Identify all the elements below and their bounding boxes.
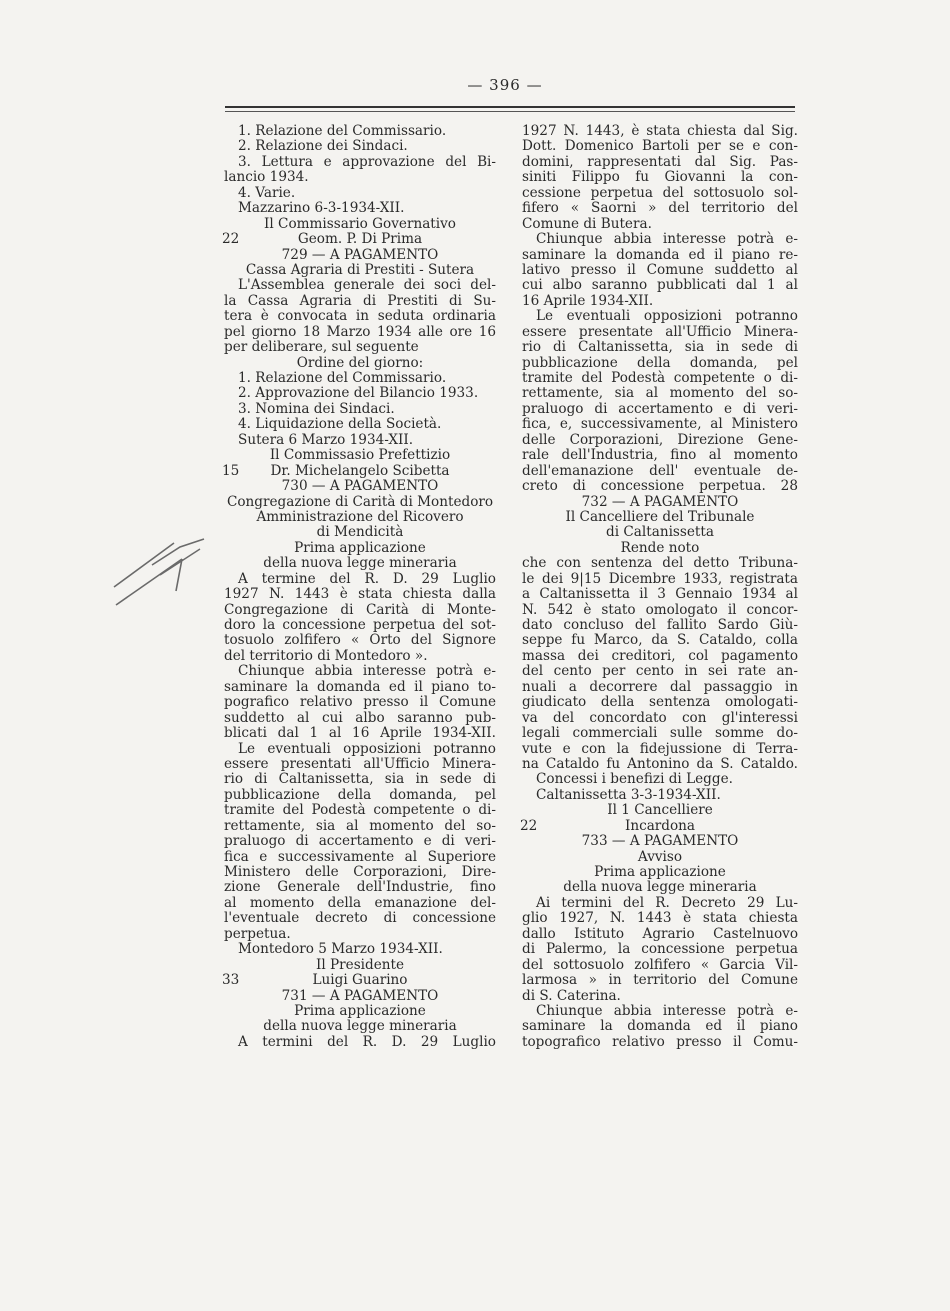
left-column-line: 4. Varie. [238, 184, 296, 201]
left-column-line: di Mendicità [316, 524, 404, 541]
left-column-line: suddetto al cui albo saranno pub- [224, 709, 496, 726]
left-column-line: 729 — A PAGAMENTO [281, 246, 439, 263]
right-column-line: 733 — A PAGAMENTO [581, 833, 739, 850]
left-column-line: lancio 1934. [224, 169, 309, 186]
right-column-line: 16 Aprile 1934-XII. [522, 292, 654, 309]
right-column-line: 1927 N. 1443, è stata chiesta dal Sig. [522, 123, 798, 139]
right-column-line: Dott. Domenico Bartoli per se e con- [522, 138, 798, 155]
left-column-line: 1927 N. 1443 è stata chiesta dalla [224, 586, 496, 603]
right-column-line: rale dell'Industria, fino al momento [522, 447, 798, 464]
right-column-line: delle Corporazioni, Direzione Gene- [522, 431, 798, 448]
left-column-line: 3. Nomina dei Sindaci. [238, 400, 395, 417]
left-column-line: l'eventuale decreto di concessione [224, 910, 496, 927]
right-column-line: glio 1927, N. 1443 è stata chiesta [522, 910, 798, 927]
left-column-line: 4. Liquidazione della Società. [238, 416, 442, 433]
right-column-line: massa dei creditori, col pagamento [522, 647, 798, 664]
right-column-line: che con sentenza del detto Tribuna- [522, 555, 798, 572]
right-column-line: tramite del Podestà competente o di- [522, 370, 798, 386]
right-column-line: N. 542 è stato omologato il concor- [522, 601, 798, 618]
left-column-line: rettamente, sia al momento del so- [224, 817, 496, 834]
right-column-line: vute e con la fidejussione di Terra- [522, 740, 798, 757]
right-column-line: fica, e, successivamente, al Ministero [522, 416, 798, 433]
left-column-line: A termine del R. D. 29 Luglio [238, 570, 496, 587]
notice-fee-number: 15 [222, 462, 240, 479]
left-column-line: Prima applicazione [294, 539, 426, 556]
left-column-line [224, 973, 496, 988]
right-column-line: Chiunque abbia interesse potrà e- [536, 1002, 798, 1019]
left-column-line: Prima applicazione [294, 1002, 426, 1019]
left-column-line: Il Commissasio Prefettizio [269, 447, 451, 464]
left-column-line: della nuova legge mineraria [263, 555, 457, 572]
right-column-line: Caltanissetta 3-3-1934-XII. [536, 786, 721, 803]
signature-name: Geom. P. Di Prima [297, 231, 423, 248]
left-column-line: pografico relativo presso il Comune [224, 694, 496, 711]
right-column-line: 732 — A PAGAMENTO [581, 493, 739, 510]
right-column-line: lativo presso il Comune suddetto al [522, 261, 798, 278]
left-column-line: 2. Relazione dei Sindaci. [238, 138, 408, 155]
right-column-line: Avviso [637, 848, 683, 865]
right-column-line: creto di concessione perpetua. 28 [522, 478, 798, 495]
right-column-line: Rende noto [620, 539, 700, 556]
left-column-line: pel giorno 18 Marzo 1934 alle ore 16 [224, 323, 496, 340]
left-column [224, 124, 496, 1050]
signature-name: Incardona [624, 817, 696, 834]
right-column-line: larmosa » in territorio del Comune [522, 972, 798, 989]
right-column-line: Le eventuali opposizioni potranno [536, 308, 798, 325]
page-number: — 396 — [467, 76, 543, 94]
right-column-line: cui albo saranno pubblicati dal 1 al [522, 277, 798, 294]
left-column-line: essere presentati all'Ufficio Minera- [224, 755, 496, 772]
left-column-line: A termini del R. D. 29 Luglio [238, 1033, 496, 1050]
left-column-line: zione Generale dell'Industrie, fino [224, 879, 496, 896]
right-column-line: saminare la domanda ed il piano re- [522, 246, 798, 263]
right-column-line: di Caltanissetta [606, 524, 714, 541]
left-column-line [224, 464, 496, 479]
left-column-line: della nuova legge mineraria [263, 1018, 457, 1035]
right-column [522, 124, 798, 1050]
right-column-line: topografico relativo presso il Comu- [522, 1033, 798, 1050]
left-column-line: 1. Relazione del Commissario. [238, 370, 447, 386]
left-column-line: Il Presidente [315, 956, 405, 973]
left-column-line: tera è convocata in seduta ordinaria [224, 308, 496, 325]
left-column-line: Ministero delle Corporazioni, Dire- [224, 864, 496, 880]
right-column-line: va del concordato con gl'interessi [522, 709, 798, 726]
handwritten-mark-icon [112, 535, 212, 615]
left-column-line: fica e successivamente al Superiore [224, 848, 496, 865]
left-column-line: blicati dal 1 al 16 Aprile 1934-XII. [224, 725, 496, 742]
left-column-line: Mazzarino 6-3-1934-XII. [238, 200, 405, 217]
right-column-line: del cento per cento in sei rate an- [522, 663, 798, 680]
right-column-line: pubblicazione della domanda, pel [522, 354, 798, 371]
left-column-line: 731 — A PAGAMENTO [281, 987, 439, 1004]
right-column-line: essere presentate all'Ufficio Minera- [522, 323, 798, 340]
left-column-line: Cassa Agraria di Prestiti - Sutera [245, 261, 475, 278]
right-column-line: le dei 9|15 Dicembre 1933, registrata [522, 570, 798, 587]
left-column-line: 2. Approvazione del Bilancio 1933. [238, 385, 479, 402]
left-column-line: perpetua. [224, 925, 291, 942]
right-column-line: domini, rappresentati dal Sig. Pas- [522, 153, 798, 170]
left-column-line: la Cassa Agraria di Prestiti di Su- [224, 292, 496, 309]
left-column-line: doro la concessione perpetua del sot- [224, 617, 496, 633]
right-column-line: Comune di Butera. [522, 215, 652, 232]
left-column-line: pubblicazione della domanda, pel [224, 786, 496, 803]
left-column-line: Congregazione di Carità di Montedoro [226, 493, 494, 510]
left-column-line: Montedoro 5 Marzo 1934-XII. [238, 941, 443, 958]
left-column-line: al momento della emanazione del- [224, 894, 496, 911]
left-column-line: Il Commissario Governativo [264, 215, 456, 232]
right-column-line: dallo Istituto Agrario Castelnuovo [522, 925, 798, 942]
right-column-line: di Palermo, la concessione perpetua [522, 941, 798, 958]
left-column-line: 3. Lettura e approvazione del Bi- [238, 153, 496, 170]
right-column-line: saminare la domanda ed il piano [522, 1018, 798, 1035]
left-column-line: Le eventuali opposizioni potranno [238, 740, 496, 757]
right-column-line: rettamente, sia al momento del so- [522, 385, 798, 402]
right-column-line: giudicato della sentenza omologati- [522, 694, 798, 711]
right-column-line: nuali a decorrere dal passaggio in [522, 678, 798, 695]
left-column-line: praluogo di accertamento e di veri- [224, 833, 496, 850]
right-column-line: Chiunque abbia interesse potrà e- [536, 231, 798, 248]
right-column-line: Concessi i benefizi di Legge. [536, 771, 733, 788]
left-column-line: saminare la domanda ed il piano to- [224, 678, 496, 695]
right-column-line: della nuova legge mineraria [563, 879, 757, 896]
right-column-line [522, 819, 798, 834]
left-column-line: 1. Relazione del Commissario. [238, 123, 447, 139]
left-column-line: tramite del Podestà competente o di- [224, 802, 496, 819]
left-column-line: Congregazione di Carità di Monte- [224, 601, 496, 618]
right-column-line: del sottosuolo zolfifero « Garcia Vil- [522, 956, 798, 973]
signature-name: Dr. Michelangelo Scibetta [270, 462, 450, 479]
right-column-line: rio di Caltanissetta, sia in sede di [522, 339, 798, 356]
left-column-line: L'Assemblea generale dei soci del- [238, 277, 496, 294]
right-column-line: na Cataldo fu Antonino da S. Cataldo. [522, 755, 798, 772]
right-column-line: cessione perpetua del sottosuolo sol- [522, 184, 798, 201]
right-column-line: Il Cancelliere del Tribunale [565, 508, 755, 525]
notice-fee-number: 33 [222, 972, 240, 989]
right-column-line: Ai termini del R. Decreto 29 Lu- [536, 894, 798, 911]
right-column-line: di S. Caterina. [522, 987, 621, 1004]
right-column-line: a Caltanissetta il 3 Gennaio 1934 al [522, 586, 798, 603]
left-column-line [224, 232, 496, 247]
left-column-line: Chiunque abbia interesse potrà e- [238, 663, 496, 680]
right-column-line: legali commerciali sulle somme do- [522, 725, 798, 742]
right-column-line: Prima applicazione [594, 864, 726, 880]
signature-name: Luigi Guarino [312, 972, 408, 989]
header-rule-thick [225, 106, 795, 108]
notice-fee-number: 22 [222, 231, 240, 248]
left-column-line: del territorio di Montedoro ». [224, 647, 428, 664]
right-column-line: siniti Filippo fu Giovanni la con- [522, 169, 798, 186]
notice-fee-number: 22 [520, 817, 538, 834]
right-column-line: seppe fu Marco, da S. Cataldo, colla [522, 632, 798, 649]
left-column-line: Sutera 6 Marzo 1934-XII. [238, 431, 414, 448]
left-column-line: tosuolo zolfifero « Orto del Signore [224, 632, 496, 649]
right-column-line: dato concluso del fallito Sardo Giù- [522, 617, 798, 633]
right-column-line: Il 1 Cancelliere [607, 802, 713, 819]
right-column-line: praluogo di accertamento e di veri- [522, 400, 798, 417]
header-rule-thin [225, 111, 795, 112]
left-column-line: 730 — A PAGAMENTO [281, 478, 439, 495]
left-column-line: Amministrazione del Ricovero [256, 508, 464, 525]
left-column-line: per deliberare, sul seguente [224, 339, 419, 356]
left-column-line: Ordine del giorno: [296, 354, 424, 371]
left-column-line: rio di Caltanissetta, sia in sede di [224, 771, 496, 788]
right-column-line: fifero « Saorni » del territorio del [522, 200, 798, 217]
right-column-line: dell'emanazione dell' eventuale de- [522, 462, 798, 479]
